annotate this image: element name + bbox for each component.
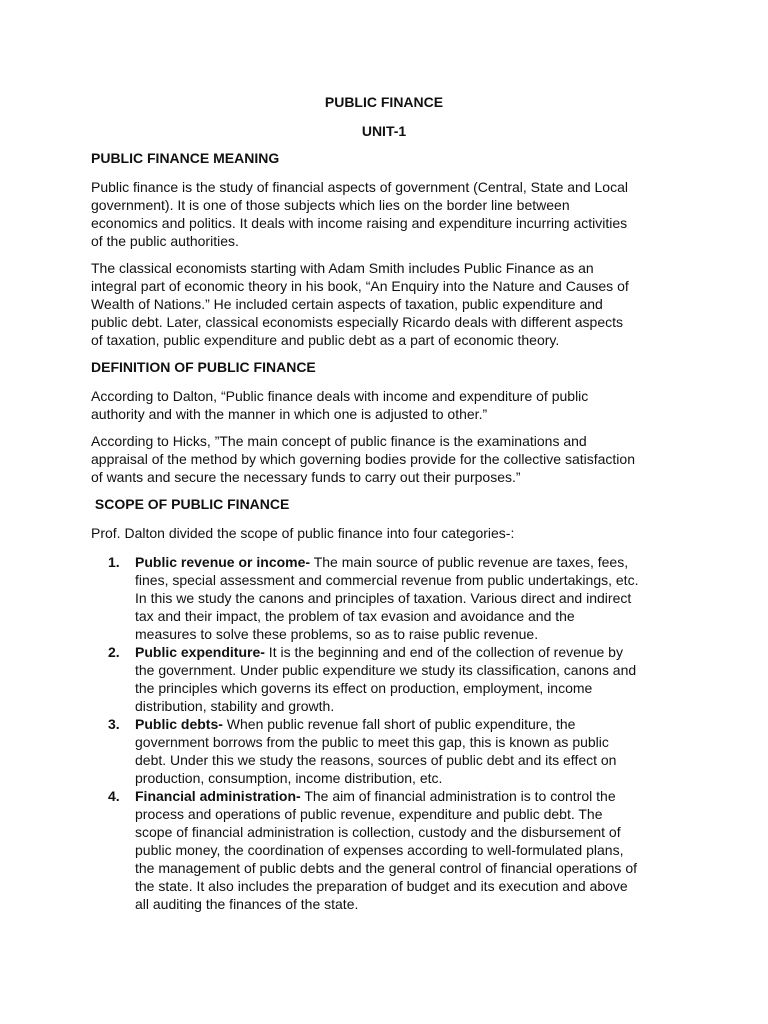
list-item-number: 4. [108, 788, 120, 804]
unit-label: UNIT-1 [361, 123, 407, 139]
document-title: PUBLIC FINANCE [324, 94, 444, 110]
list-item-number: 3. [108, 716, 120, 732]
paragraph-definition-dalton: According to Dalton, “Public finance deals with income and expenditure of public authority and with the manner in which one is adjusted to other.” [91, 388, 589, 422]
paragraph-scope-intro: Prof. Dalton divided the scope of public finance into four categories-: [91, 525, 515, 541]
list-item-number: 2. [108, 644, 120, 660]
paragraph-definition-hicks: According to Hicks, ”The main concept of public finance is the examinations and appraisal of the method by which governing bodies provide for the collective satisfaction of wants and secure the necessary funds to carry out their purposes.” [91, 433, 635, 485]
section-heading-meaning: PUBLIC FINANCE MEANING [91, 150, 280, 166]
list-item-term: Financial administration- [135, 788, 301, 804]
list-item [108, 643, 698, 715]
section-heading-scope: SCOPE OF PUBLIC FINANCE [91, 496, 290, 512]
list-item-number: 1. [108, 554, 120, 570]
list-item-text: When public revenue fall short of public expenditure, the government borrows from the public to meet this gap, this is known as public debt. Under this we study the reasons, sources of public debt and its effect on production, consumption, income distribution, etc. [135, 716, 617, 786]
list-item-term: Public revenue or income- [135, 554, 311, 570]
list-item-term: Public expenditure- [135, 644, 265, 660]
list-item-text: The main source of public revenue are taxes, fees, fines, special assessment and commercial revenue from public undertakings, etc. In this we study the canons and principles of taxation. Various direct and indirect tax and their impact, the problem of tax evasion and avoidance and the measures to solve these problems, so as to raise public revenue. [135, 554, 639, 642]
list-item [108, 553, 698, 643]
list-item-text: It is the beginning and end of the collection of revenue by the government. Under public expenditure we study its classification, canons and the principles which governs its effect on production, employment, income distribution, stability and growth. [135, 644, 637, 714]
paragraph-meaning-2: The classical economists starting with Adam Smith includes Public Finance as an integral part of economic theory in his book, “An Enquiry into the Nature and Causes of Wealth of Nations.” He included certain aspects of taxation, public expenditure and public debt. Later, classical economists especially Ricardo deals with different aspects of taxation, public expenditure and public debt as a part of economic theory. [91, 260, 629, 348]
list-item [108, 715, 698, 787]
paragraph-meaning-1: Public finance is the study of financial aspects of government (Central, State and Local government). It is one of those subjects which lies on the border line between economics and politics. It deals with income raising and expenditure incurring activities of the public authorities. [91, 179, 628, 249]
list-item-text: The aim of financial administration is to control the process and operations of public revenue, expenditure and public debt. The scope of financial administration is collection, custody and the disbursement of public money, the coordination of expenses according to well-formulated plans, the management of public debts and the general control of financial operations of the state. It also includes the preparation of budget and its execution and above all auditing the finances of the state. [135, 788, 637, 912]
list-item-term: Public debts- [135, 716, 223, 732]
list-item [108, 787, 698, 913]
section-heading-definition: DEFINITION OF PUBLIC FINANCE [91, 359, 316, 375]
scope-list [108, 553, 698, 913]
